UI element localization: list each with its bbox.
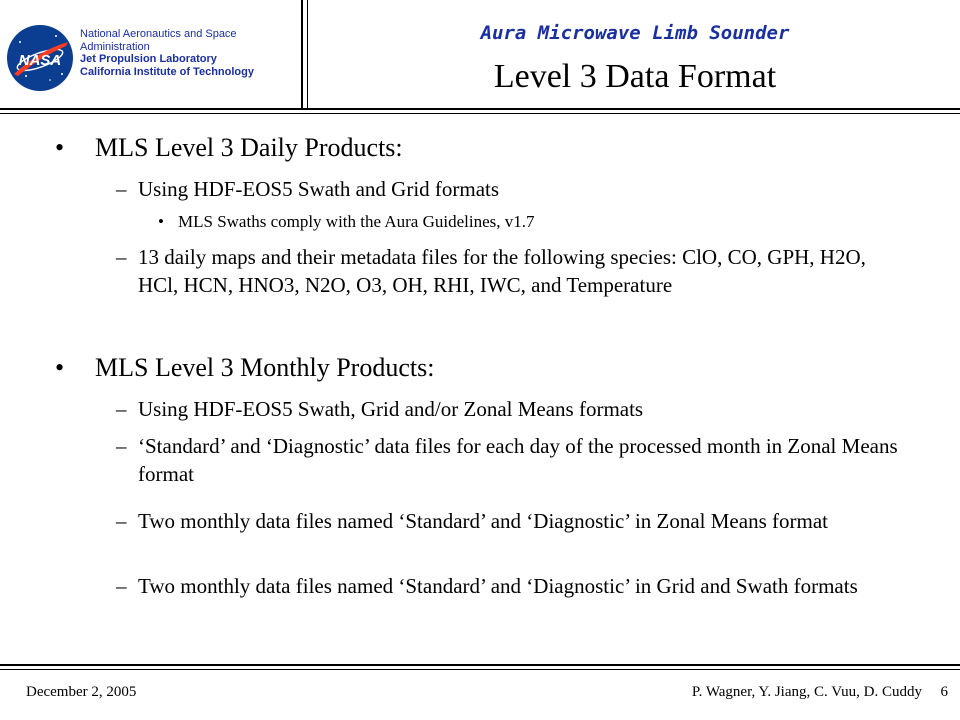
dash-icon: –	[116, 574, 127, 598]
footer-rule	[0, 664, 960, 666]
sub-bullet	[116, 572, 906, 600]
sub-bullet	[116, 243, 906, 299]
footer-date: December 2, 2005	[26, 684, 137, 700]
org-line: California Institute of Technology	[80, 65, 254, 78]
sub-bullet	[116, 507, 906, 535]
sub-bullet-text: Two monthly data files named ‘Standard’ and ‘Diagnostic’ in Grid and Swath formats	[138, 574, 858, 598]
sub-bullet	[116, 432, 906, 488]
bullet-label: MLS Level 3 Daily Products:	[95, 133, 403, 162]
dash-icon: –	[116, 177, 127, 201]
sub-bullet	[116, 395, 906, 423]
org-line: National Aeronautics and Space	[80, 28, 237, 40]
header-rule	[0, 113, 960, 114]
org-line: Jet Propulsion Laboratory	[80, 53, 217, 66]
sub-bullet	[116, 175, 906, 203]
org-line: Administration	[80, 40, 150, 53]
page-number: 6	[940, 684, 948, 700]
header-rule	[0, 108, 960, 110]
svg-text:NASA: NASA	[18, 52, 62, 69]
mission-name: Aura Microwave Limb Sounder	[480, 22, 790, 44]
dash-icon: –	[116, 397, 127, 421]
organization-block	[80, 28, 254, 78]
bullet-icon: •	[158, 212, 164, 231]
sub-sub-bullet-text: MLS Swaths comply with the Aura Guidelines, v1.7	[178, 212, 535, 231]
bullet-icon: •	[55, 353, 65, 382]
slide-header	[0, 0, 960, 110]
bullet-icon: •	[55, 133, 65, 162]
header-divider	[307, 0, 308, 110]
sub-bullet-text: Using HDF-EOS5 Swath, Grid and/or Zonal Means formats	[138, 397, 644, 421]
sub-bullet-text: Using HDF-EOS5 Swath and Grid formats	[138, 177, 500, 201]
sub-bullet-text: Two monthly data files named ‘Standard’ and ‘Diagnostic’ in Zonal Means format	[138, 509, 828, 533]
bullet-label: MLS Level 3 Monthly Products:	[95, 353, 435, 382]
dash-icon: –	[116, 245, 127, 269]
dash-icon: –	[116, 509, 127, 533]
footer-authors: P. Wagner, Y. Jiang, C. Vuu, D. Cuddy	[691, 684, 922, 700]
nasa-logo-icon	[6, 24, 74, 92]
dash-icon: –	[116, 434, 127, 458]
sub-sub-bullet	[158, 211, 535, 233]
footer-rule	[0, 669, 960, 670]
sub-bullet-text: 13 daily maps and their metadata files for the following species: ClO, CO, GPH, H2O, HCl, HCN, HNO3, N2O, O3, OH, RHI, IWC, and Temperature	[138, 245, 866, 297]
sub-bullet-text: ‘Standard’ and ‘Diagnostic’ data files for each day of the processed month in Zonal Means format	[138, 434, 898, 486]
header-divider	[301, 0, 303, 110]
slide-title: Level 3 Data Format	[493, 58, 777, 95]
